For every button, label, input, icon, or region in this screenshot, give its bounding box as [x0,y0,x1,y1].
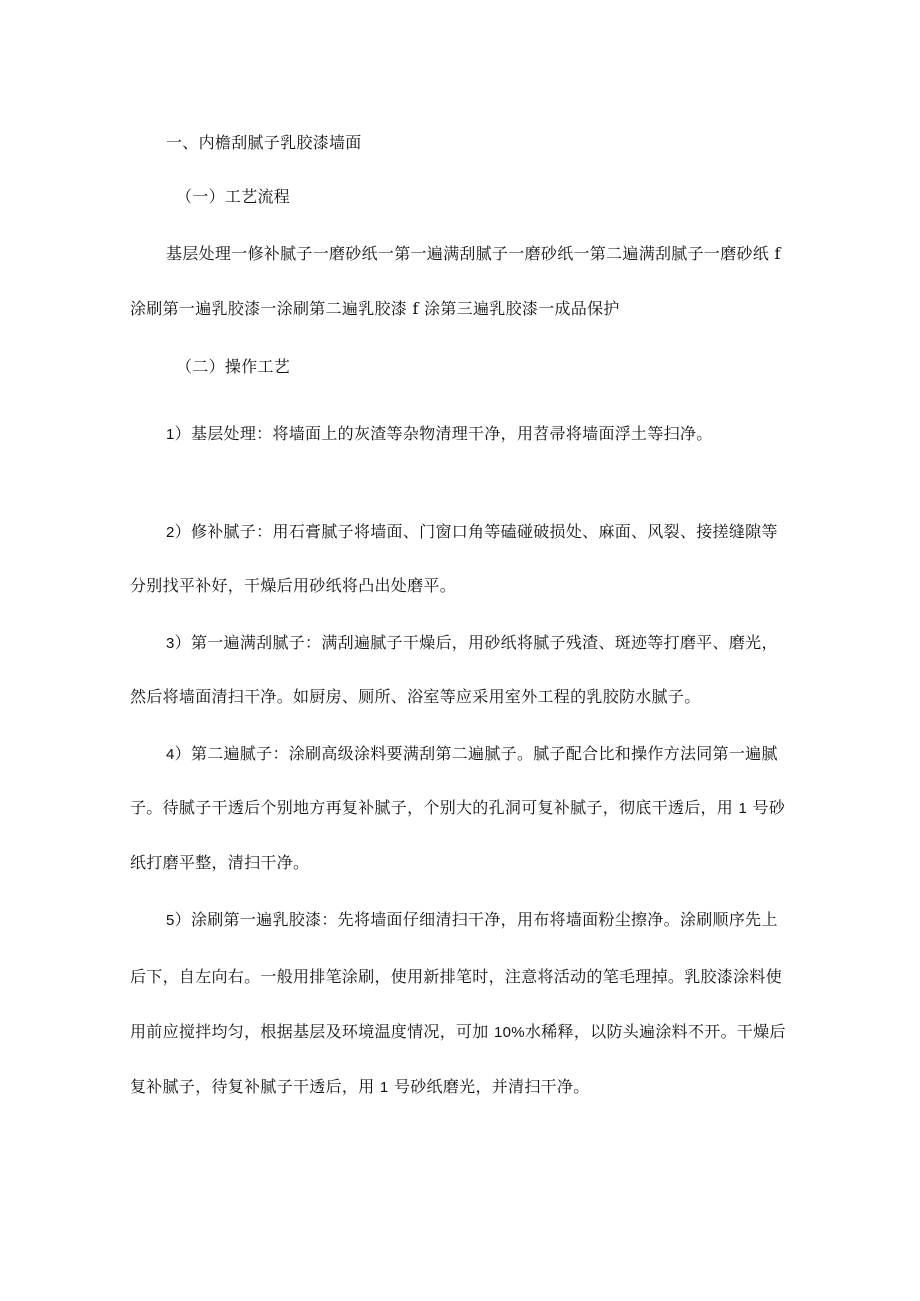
inline-percent: 10% [494,1024,525,1041]
inline-number: 1 [379,1079,389,1096]
process-line-2: 涂刷第一遍乳胶漆一涂刷第二遍乳胶漆 f 涂第三遍乳胶漆一成品保护 [130,299,620,318]
section-title-operation: （二）操作工艺 [176,357,291,376]
item-text: ）第一遍满刮腻子：满刮遍腻子干燥后，用砂纸将腻子残渣、斑迹等打磨平、磨光， [174,633,778,652]
item-text: ）涂刷第一遍乳胶漆：先将墙面仔细清扫干净，用布将墙面粉尘擦净。涂刷顺序先上 [174,910,778,929]
list-item [166,632,778,655]
item-continuation [130,1021,786,1044]
process-line-1: 基层处理一修补腻子一磨砂纸一第一遍满刮腻子一磨砂纸一第二遍满刮腻子一磨砂纸 f [166,244,781,263]
document-heading: 一、内檐刮腻子乳胶漆墙面 [166,133,362,152]
item-continuation: 然后将墙面清扫干净。如厨房、厕所、浴室等应采用室外工程的乳胶防水腻子。 [130,687,701,706]
item-text-tail: 水稀释，以防头遍涂料不开。干燥后 [524,1022,786,1041]
item-number: 5 [166,912,175,929]
item-continuation: 分别找平补好，干燥后用砂纸将凸出处磨平。 [130,576,457,595]
item-continuation: 后下，自左向右。一般用排笔涂刷，使用新排笔时，注意将活动的笔毛理掉。乳胶漆涂料使 [130,967,783,986]
list-item [166,423,713,446]
item-number: 1 [166,426,175,443]
item-text: ）基层处理：将墙面上的灰渣等杂物清理干净，用苕帚将墙面浮土等扫净。 [174,424,713,443]
item-number: 3 [166,635,175,652]
item-continuation: 纸打磨平整，清扫干净。 [130,853,310,872]
item-continuation [130,797,785,820]
item-text: 子。待腻子干透后个别地方再复补腻子，个别大的孔洞可复补腻子，彻底干透后，用 [130,798,734,817]
list-item [166,909,778,932]
item-text-tail: 号砂纸磨光，并清扫干净。 [393,1077,590,1096]
item-number: 2 [166,524,175,541]
section-title-process: （一）工艺流程 [176,187,291,206]
list-item [166,521,778,544]
item-text: 用前应搅拌均匀，根据基层及环境温度情况，可加 [130,1022,489,1041]
list-item [166,743,778,766]
item-text: 复补腻子，待复补腻子干透后，用 [130,1077,375,1096]
item-text: ）第二遍腻子：涂刷高级涂料要满刮第二遍腻子。腻子配合比和操作方法同第一遍腻 [174,744,778,763]
item-text-tail: 号砂 [752,798,786,817]
item-number: 4 [166,746,175,763]
item-continuation [130,1076,590,1099]
item-text: ）修补腻子：用石膏腻子将墙面、门窗口角等磕碰破损处、麻面、风裂、接搓缝隙等 [174,522,778,541]
inline-number: 1 [738,800,748,817]
